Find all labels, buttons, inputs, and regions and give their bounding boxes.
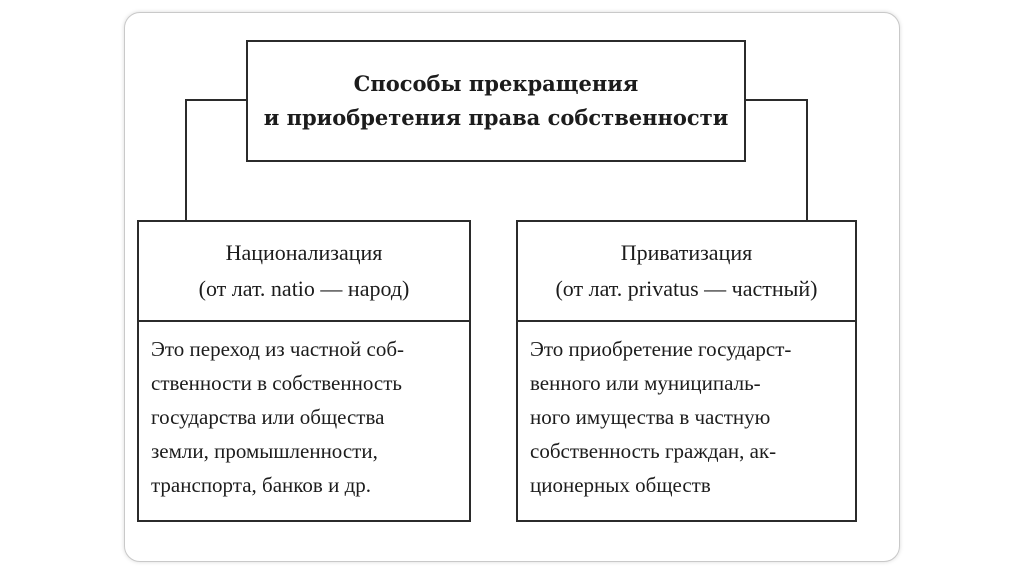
privatization-heading: Приватизация <box>620 240 753 265</box>
privatization-etymology: (от лат. privatus — частный) <box>555 276 818 301</box>
nationalization-etymology: (от лат. natio — народ) <box>198 276 410 301</box>
diagram-title-line-1: Способы прекращения <box>353 71 639 96</box>
privatization-header-box <box>516 220 857 322</box>
diagram-title-box <box>246 40 746 162</box>
nationalization-header-box <box>137 220 471 322</box>
diagram-title-line-2: и приобретения права собственности <box>263 105 729 130</box>
connector-left <box>186 100 246 220</box>
nationalization-description: Это переход из частной соб- ственности в собственность государства или общества земли, промышленности, транспорта, банков и др. <box>137 320 471 522</box>
nationalization-heading: Национализация <box>225 240 383 265</box>
privatization-description: Это приобретение государст- венного или муниципаль- ного имущества в частную собственность граждан, ак- ционерных обществ <box>516 320 857 522</box>
connector-right <box>746 100 807 220</box>
